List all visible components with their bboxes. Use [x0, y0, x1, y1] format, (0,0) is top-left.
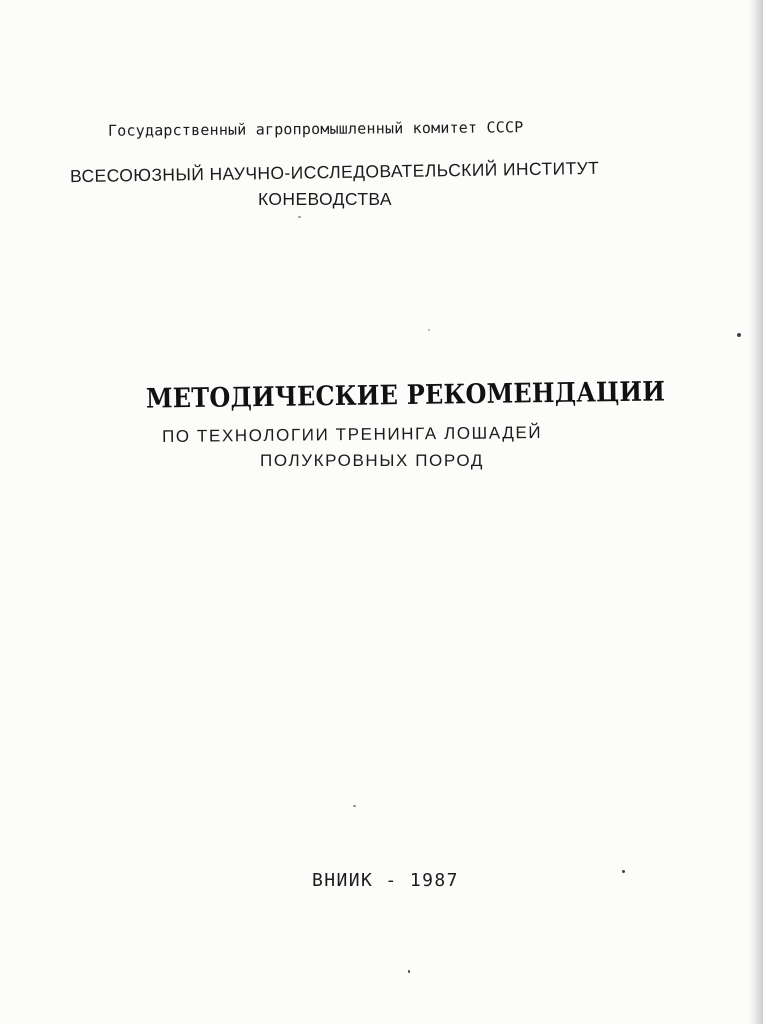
- scan-speck: [737, 333, 741, 337]
- document-subtitle-line-2: ПОЛУКРОВНЫХ ПОРОД: [260, 451, 484, 470]
- institute-name-line-1: ВСЕСОЮЗНЫЙ НАУЧНО-ИССЛЕДОВАТЕЛЬСКИЙ ИНСТИТУТ: [69, 157, 600, 187]
- document-title: МЕТОДИЧЕСКИЕ РЕКОМЕНДАЦИИ: [145, 374, 666, 415]
- page-edge-shadow: [749, 0, 763, 1024]
- document-subtitle-line-1: ПО ТЕХНОЛОГИИ ТРЕНИНГА ЛОШАДЕЙ: [161, 423, 543, 446]
- institute-name-line-2: КОНЕВОДСТВА: [258, 189, 393, 209]
- scan-speck: [353, 805, 356, 807]
- scan-speck: [428, 329, 430, 331]
- scan-speck: [408, 970, 410, 973]
- publisher-year-imprint: ВНИИК - 1987: [312, 870, 459, 891]
- committee-heading: Государственный агропромышленный комитет СССР: [107, 118, 524, 140]
- scan-speck: [298, 216, 301, 218]
- scan-speck: [622, 870, 625, 873]
